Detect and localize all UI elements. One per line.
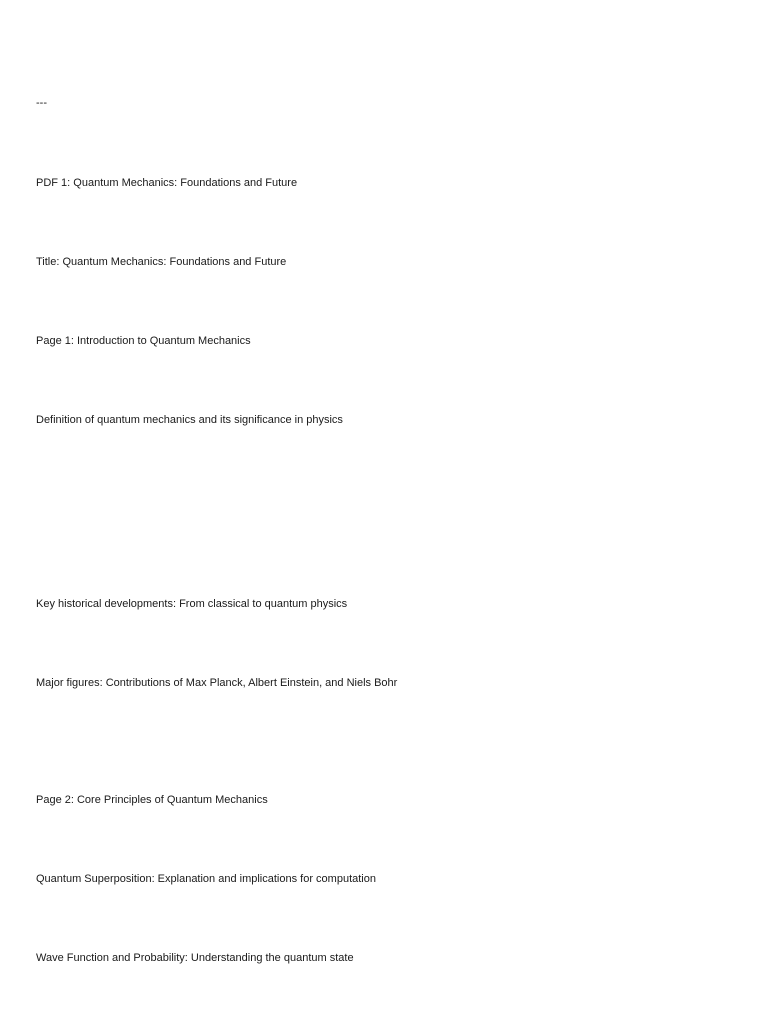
document-title: Title: Quantum Mechanics: Foundations and Future — [36, 256, 287, 268]
page1-item-history: Key historical developments: From classical to quantum physics — [36, 598, 348, 610]
page1-heading: Page 1: Introduction to Quantum Mechanics — [36, 335, 251, 347]
page2-item-superposition: Quantum Superposition: Explanation and implications for computation — [36, 873, 376, 885]
separator-line: --- — [36, 97, 47, 109]
page2-heading: Page 2: Core Principles of Quantum Mechanics — [36, 794, 268, 806]
page2-item-wave-function: Wave Function and Probability: Understanding the quantum state — [36, 952, 354, 964]
page1-item-definition: Definition of quantum mechanics and its significance in physics — [36, 414, 343, 426]
page1-item-figures: Major figures: Contributions of Max Planck, Albert Einstein, and Niels Bohr — [36, 677, 398, 689]
pdf-heading: PDF 1: Quantum Mechanics: Foundations and Future — [36, 177, 298, 189]
